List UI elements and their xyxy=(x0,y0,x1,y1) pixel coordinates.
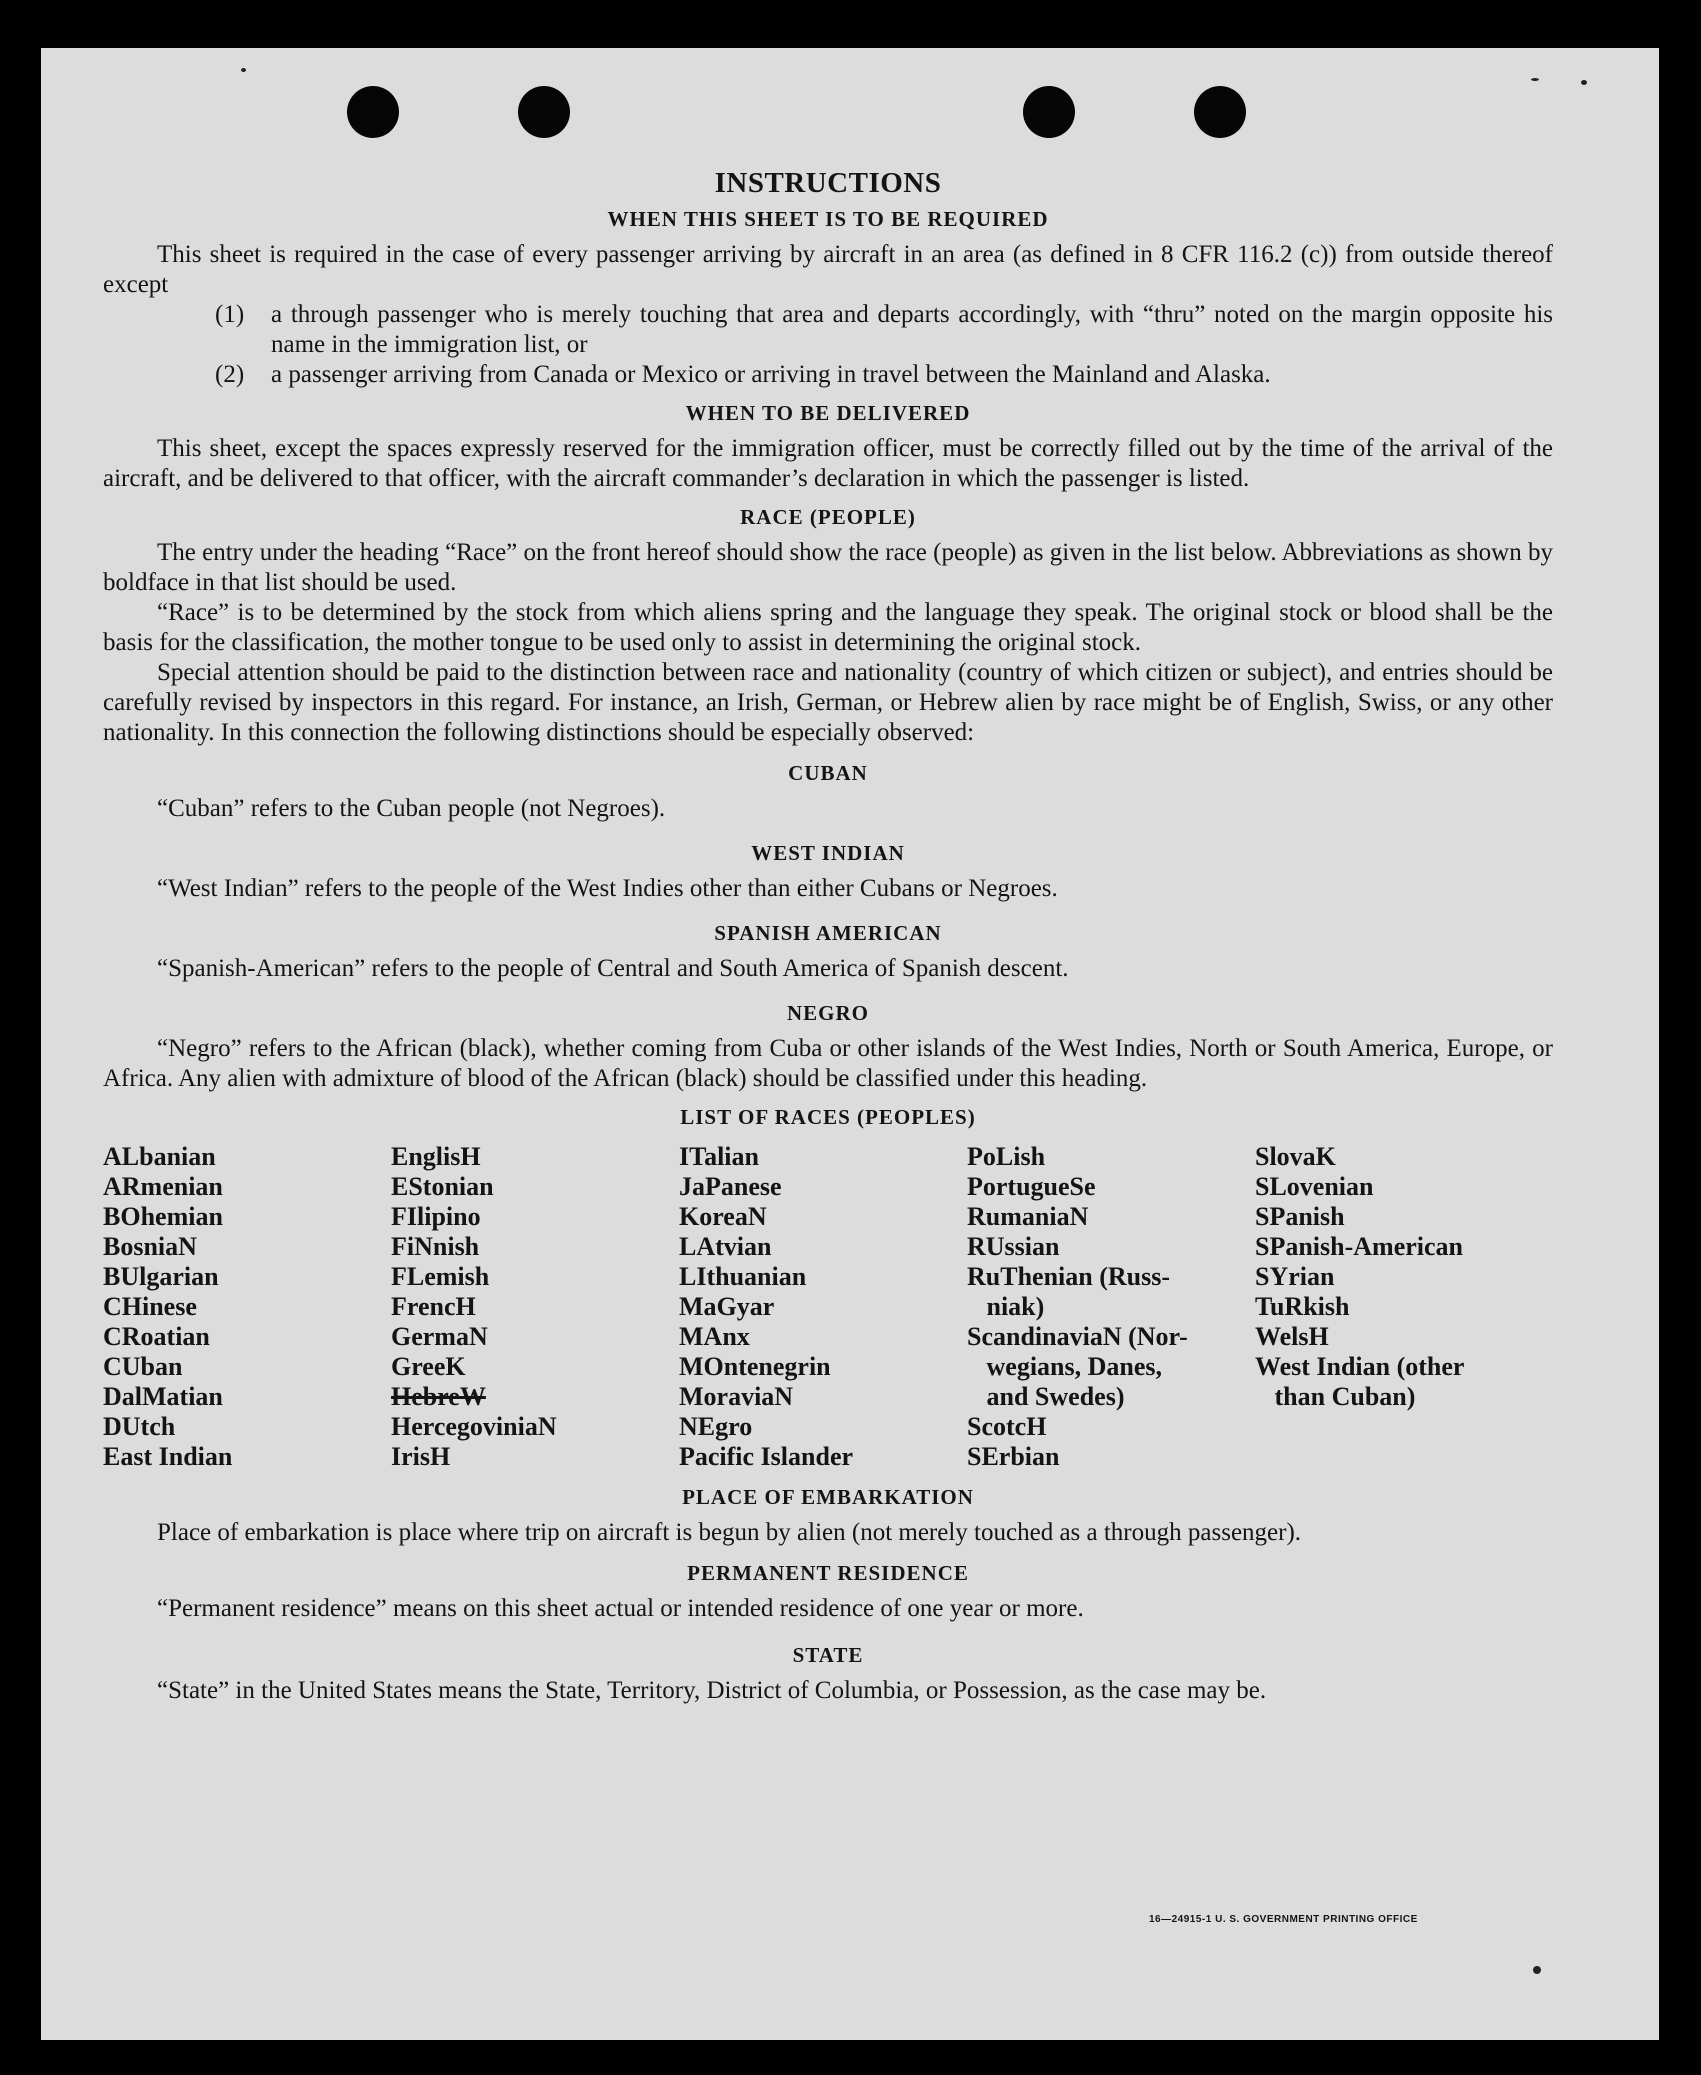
race-column xyxy=(679,1142,967,1472)
race-entry: wegians, Danes, xyxy=(967,1352,1163,1381)
printing-office-code: 16—24915-1 U. S. GOVERNMENT PRINTING OFFICE xyxy=(1149,1914,1418,1925)
race-entry: ScotcH xyxy=(967,1412,1047,1441)
section-heading: SPANISH AMERICAN xyxy=(714,921,942,945)
race-list xyxy=(103,1142,1553,1472)
race-entry: RUssian xyxy=(967,1232,1060,1261)
scan-speck xyxy=(1533,1966,1541,1974)
race-entry: niak) xyxy=(967,1292,1045,1321)
scan-speck xyxy=(1531,78,1539,81)
item-number: (1) xyxy=(215,301,245,328)
race-entry: JaPanese xyxy=(679,1172,782,1201)
paragraph: “Cuban” refers to the Cuban people (not Negroes). xyxy=(157,795,666,822)
race-entry: GermaN xyxy=(391,1322,488,1351)
race-entry: HercegoviniaN xyxy=(391,1412,557,1441)
section-heading: CUBAN xyxy=(788,761,868,785)
race-entry: ScandinaviaN (Nor- xyxy=(967,1322,1188,1351)
section-heading: NEGRO xyxy=(786,1001,869,1025)
section-heading: STATE xyxy=(792,1643,864,1667)
race-entry: BosniaN xyxy=(103,1232,197,1261)
scan-speck xyxy=(241,68,246,72)
paragraph: Special attention should be paid to the distinction between race and nationality (country of which citizen or subject), and entries should be carefully revised by inspectors in this regard. For instance, an Irish, German, or Hebrew alien by race might be of English, Swiss, or any other nationality. In this connection the following distinctions should be especially observed: xyxy=(103,659,1553,746)
race-entry: MOntenegrin xyxy=(679,1352,831,1381)
section-heading: WHEN THIS SHEET IS TO BE REQUIRED xyxy=(607,207,1049,231)
race-entry-struck: HebreW xyxy=(391,1382,486,1411)
item-text: a through passenger who is merely touching that area and departs accordingly, with “thru” noted on the margin opposite his name in the immigration list, or xyxy=(271,301,1553,358)
race-entry: DUtch xyxy=(103,1412,176,1441)
paragraph: Place of embarkation is place where trip on aircraft is begun by alien (not merely touched as a through passenger). xyxy=(157,1519,1302,1546)
document-sheet xyxy=(41,48,1659,2040)
race-entry: PortugueSe xyxy=(967,1172,1096,1201)
punch-hole xyxy=(347,86,399,138)
race-entry: EStonian xyxy=(391,1172,494,1201)
paragraph: The entry under the heading “Race” on the front hereof should show the race (people) as given in the list below. Abbreviations as shown by boldface in that list should be used. xyxy=(103,539,1553,596)
race-column xyxy=(1255,1142,1543,1472)
race-entry: EnglisH xyxy=(391,1142,481,1171)
item-text: a passenger arriving from Canada or Mexico or arriving in travel between the Mainland and Alaska. xyxy=(271,361,1271,388)
section-heading: WHEN TO BE DELIVERED xyxy=(685,401,971,425)
section-heading: RACE (PEOPLE) xyxy=(740,505,916,529)
section-heading: PLACE OF EMBARKATION xyxy=(682,1485,974,1509)
section-heading: WEST INDIAN xyxy=(751,841,905,865)
paragraph: “Permanent residence” means on this sheet actual or intended residence of one year or more. xyxy=(157,1595,1084,1622)
race-entry: SYrian xyxy=(1255,1262,1335,1291)
instructions-content xyxy=(103,168,1553,1706)
race-entry: CRoatian xyxy=(103,1322,210,1351)
race-column xyxy=(391,1142,679,1472)
race-entry: TuRkish xyxy=(1255,1292,1350,1321)
paragraph: “West Indian” refers to the people of the West Indies other than either Cubans or Negroes. xyxy=(157,875,1058,902)
paragraph: This sheet is required in the case of every passenger arriving by aircraft in an area (as defined in 8 CFR 116.2 (c)) from outside thereof except xyxy=(103,241,1553,298)
race-entry: LAtvian xyxy=(679,1232,772,1261)
race-entry: PoLish xyxy=(967,1142,1046,1171)
race-entry: East Indian xyxy=(103,1442,233,1471)
race-entry: RumaniaN xyxy=(967,1202,1089,1231)
race-column xyxy=(103,1142,391,1472)
section-heading: PERMANENT RESIDENCE xyxy=(687,1561,969,1585)
race-entry: LIthuanian xyxy=(679,1262,807,1291)
section-heading: LIST OF RACES (PEOPLES) xyxy=(680,1105,976,1129)
race-entry: SLovenian xyxy=(1255,1172,1374,1201)
race-entry: IrisH xyxy=(391,1442,451,1471)
race-entry: BOhemian xyxy=(103,1202,223,1231)
race-entry: NEgro xyxy=(679,1412,753,1441)
race-column xyxy=(967,1142,1255,1472)
item-number: (2) xyxy=(215,361,245,388)
punch-hole xyxy=(1194,86,1246,138)
list-item xyxy=(215,360,1553,390)
race-entry: SPanish-American xyxy=(1255,1232,1463,1261)
race-entry: ARmenian xyxy=(103,1172,223,1201)
race-entry: West Indian (other xyxy=(1255,1352,1465,1381)
race-entry: MoraviaN xyxy=(679,1382,794,1411)
list-item xyxy=(215,300,1553,360)
race-entry: DalMatian xyxy=(103,1382,223,1411)
race-entry: MAnx xyxy=(679,1322,750,1351)
race-entry: FrencH xyxy=(391,1292,476,1321)
paragraph: “Race” is to be determined by the stock from which aliens spring and the language they speak. The original stock or blood shall be the basis for the classification, the mother tongue to be used only to assist in determining the original stock. xyxy=(103,599,1553,656)
paragraph: “Negro” refers to the African (black), whether coming from Cuba or other islands of the West Indies, North or South America, Europe, or Africa. Any alien with admixture of blood of the African (black) should be classified under this heading. xyxy=(103,1035,1553,1092)
race-entry: CHinese xyxy=(103,1292,197,1321)
race-entry: RuThenian (Russ- xyxy=(967,1262,1171,1291)
race-entry: MaGyar xyxy=(679,1292,775,1321)
race-entry: Pacific Islander xyxy=(679,1442,854,1471)
paragraph: “State” in the United States means the State, Territory, District of Columbia, or Possession, as the case may be. xyxy=(157,1677,1267,1704)
race-entry: ALbanian xyxy=(103,1142,216,1171)
page-title: INSTRUCTIONS xyxy=(714,167,942,199)
race-entry: ITalian xyxy=(679,1142,759,1171)
race-entry: SPanish xyxy=(1255,1202,1345,1231)
punch-hole xyxy=(518,86,570,138)
race-entry: FiNnish xyxy=(391,1232,480,1261)
paragraph: This sheet, except the spaces expressly reserved for the immigration officer, must be correctly filled out by the time of the arrival of the aircraft, and be delivered to that officer, with the aircraft commander’s declaration in which the passenger is listed. xyxy=(103,435,1553,492)
punch-hole xyxy=(1023,86,1075,138)
race-entry: GreeK xyxy=(391,1352,466,1381)
paragraph: “Spanish-American” refers to the people of Central and South America of Spanish descent. xyxy=(157,955,1069,982)
race-entry: than Cuban) xyxy=(1255,1382,1416,1411)
race-entry: SlovaK xyxy=(1255,1142,1336,1171)
race-entry: SErbian xyxy=(967,1442,1060,1471)
race-entry: CUban xyxy=(103,1352,183,1381)
race-entry: KoreaN xyxy=(679,1202,767,1231)
race-entry: FLemish xyxy=(391,1262,490,1291)
race-entry: and Swedes) xyxy=(967,1382,1125,1411)
race-entry: BUlgarian xyxy=(103,1262,219,1291)
scan-speck xyxy=(1581,80,1587,85)
race-entry: WelsH xyxy=(1255,1322,1329,1351)
race-entry: FIlipino xyxy=(391,1202,481,1231)
